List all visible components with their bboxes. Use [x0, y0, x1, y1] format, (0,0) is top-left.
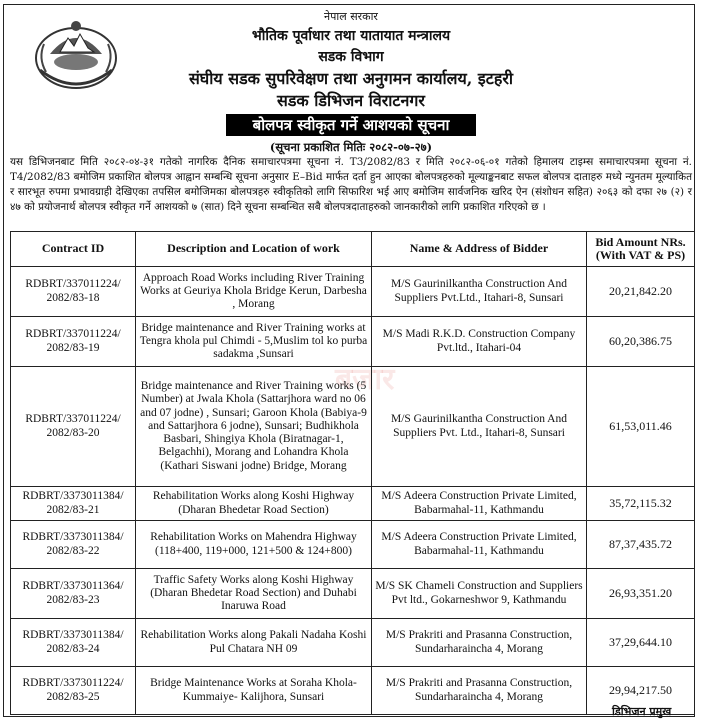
table-row: [11, 367, 695, 487]
work-description: Approach Road Works including River Training Works at Geuriya Khola Bridge Kerun, Darbesha , Morang: [136, 267, 372, 317]
table-header-row: [11, 232, 695, 267]
contract-id: RDBRT/3373011384/ 2082/83-24: [11, 619, 136, 667]
work-description: Bridge maintenance and River Training works at Tengra khola pul Chimdi - 5,Muslim tol ko purba sadakma ,Sunsari: [136, 317, 372, 367]
work-description: Bridge Maintenance Works at Soraha Khola-Kummaiye- Kalijhora, Sunsari: [136, 667, 372, 715]
notice-body: यस डिभिजनबाट मिति २०८२-०४-३१ गतेको नागरिक दैनिक समाचारपत्रमा सूचना नं. T3/2082/83 र मिति २०८२-०६-०१ गतेको हिमालय टाइम्स समाचारपत्रमा सूचना नं. T4/2082/83 बमोजिम प्रकाशित बोलपत्र आह्वान सम्बन्धि सूचना अनुसार E–Bid मार्फत दर्ता हुन आएका बोलपत्रहरुको मूल्याङ्कनबाट सफल बोलपत्र दाताहरु मध्ये न्युनतम मूल्याकित र सारभूत रुपमा प्रभावग्राही देखिएका तपसिल बमोजिमका बोलपत्रहरु स्वीकृतिको लागि सिफारिश भई आए बमोजिम सार्वजनिक खरिद ऐन (संशोधन सहित) २०६३ को दफा २७ (२) र ४७ को प्रयोजनार्थ बोलपत्र स्वीकृत गर्ने आशयको ७ (सात) दिने सूचना सम्बन्धित सबै बोलपत्रदाताहरुको जानकारीको लागि प्रकाशित गरिएको छ ।: [10, 156, 692, 213]
department-label: सडक विभाग: [318, 49, 384, 65]
work-description: Rehabilitation Works along Koshi Highway (Dharan Bhedetar Road Section): [136, 487, 372, 521]
table-row: [11, 317, 695, 367]
work-description: Rehabilitation Works along Pakali Nadaha Koshi Pul Chatara NH 09: [136, 619, 372, 667]
ministry-label: भौतिक पूर्वाधार तथा यातायात मन्त्रालय: [251, 28, 451, 44]
col-header-bid-amount: Bid Amount NRs. (With VAT & PS): [587, 232, 695, 267]
work-description: Bridge maintenance and River Training works (5 Number) at Jwala Khola (Sattarjhora ward no 06 and 07 jodne) , Sunsari; Garoon Khola (Babiya-9 and Sattarjhora 6 jodne), Sunsari; Budhikhola Basbari, Shingiya Khola (Biratnagar-1, Belgachhi), Morang and Lohandra Khola (Kathari Siswani jodne) Bridge, Morang: [136, 367, 372, 487]
bid-amount: 87,37,435.72: [587, 521, 695, 569]
contract-id: RDBRT/337011224/ 2082/83-18: [11, 267, 136, 317]
notice-title: बोलपत्र स्वीकृत गर्ने आशयको सूचना: [226, 114, 476, 136]
division-label: सडक डिभिजन विराटनगर: [277, 91, 425, 110]
table-row: [11, 667, 695, 715]
signature-label: डिभिजन प्रमुख: [612, 705, 672, 718]
contract-id: RDBRT/3373011384/ 2082/83-21: [11, 487, 136, 521]
bid-amount: 20,21,842.20: [587, 267, 695, 317]
bid-amount: 29,94,217.50: [587, 667, 695, 715]
contract-id: RDBRT/337011224/ 2082/83-20: [11, 367, 136, 487]
bid-amount: 61,53,011.46: [587, 367, 695, 487]
bid-amount: 35,72,115.32: [587, 487, 695, 521]
table-row: [11, 267, 695, 317]
bid-amount: 37,29,644.10: [587, 619, 695, 667]
contract-id: RDBRT/3373011224/ 2082/83-25: [11, 667, 136, 715]
bidder-name: M/S Adeera Construction Private Limited, Babarmahal-11, Kathmandu: [372, 487, 587, 521]
table-row: [11, 521, 695, 569]
bidder-name: M/S Adeera Construction Private Limited, Babarmahal-11, Kathmandu: [372, 521, 587, 569]
col-header-contract-id: Contract ID: [11, 232, 136, 267]
bidder-name: M/S Prakriti and Prasanna Construction, Sundarharaincha 4, Morang: [372, 619, 587, 667]
bidder-name: M/S Gaurinilkantha Construction And Suppliers Pvt. Ltd., Itahari-8, Sunsari: [372, 367, 587, 487]
work-description: Traffic Safety Works along Koshi Highway (Dharan Bhedetar Road Section) and Duhabi Inaruwa Road: [136, 569, 372, 619]
contract-id: RDBRT/3373011364/ 2082/83-23: [11, 569, 136, 619]
table-row: [11, 619, 695, 667]
office-label: संघीय सडक सुपरिवेक्षण तथा अनुगमन कार्यालय, इटहरी: [188, 69, 514, 88]
bidder-name: M/S Madi R.K.D. Construction Company Pvt.ltd., Itahari-04: [372, 317, 587, 367]
table-row: [11, 487, 695, 521]
work-description: Rehabilitation Works on Mahendra Highway (118+400, 119+000, 121+500 & 124+800): [136, 521, 372, 569]
contract-id: RDBRT/3373011384/ 2082/83-22: [11, 521, 136, 569]
bidder-name: M/S SK Chameli Construction and Suppliers Pvt ltd., Gokarneshwor 9, Kathmandu: [372, 569, 587, 619]
bid-amount: 26,93,351.20: [587, 569, 695, 619]
bid-amount: 60,20,386.75: [587, 317, 695, 367]
col-header-bidder: Name & Address of Bidder: [372, 232, 587, 267]
published-date: (सूचना प्रकाशित मितिः २०८२-०७-२७): [269, 140, 433, 154]
table-row: [11, 569, 695, 619]
bidder-name: M/S Prakriti and Prasanna Construction, Sundarharaincha 4, Morang: [372, 667, 587, 715]
contract-id: RDBRT/337011224/ 2082/83-19: [11, 317, 136, 367]
bidder-name: M/S Gaurinilkantha Construction And Suppliers Pvt.Ltd., Itahari-8, Sunsari: [372, 267, 587, 317]
col-header-description: Description and Location of work: [136, 232, 372, 267]
government-label: नेपाल सरकार: [324, 10, 378, 23]
watermark: बजार: [335, 362, 395, 397]
contracts-table: [10, 231, 695, 715]
